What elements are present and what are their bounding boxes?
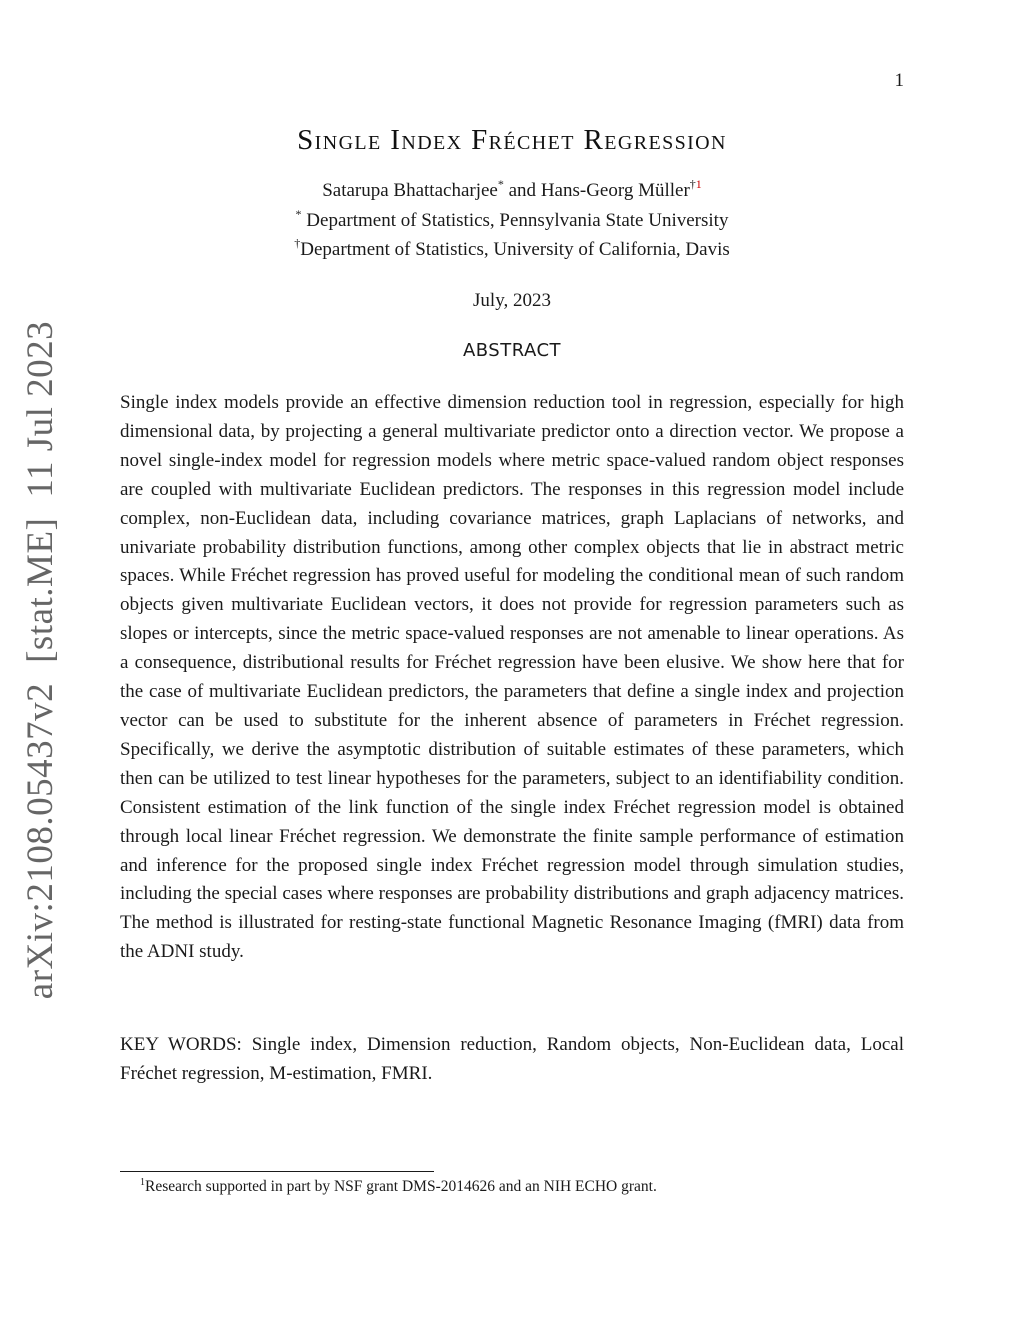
author-second: Hans-Georg Müller xyxy=(540,180,690,201)
paper-title: Single Index Fréchet Regression xyxy=(297,124,727,156)
author-first: Satarupa Bhattacharjee xyxy=(322,180,498,201)
affiliation-penn-state xyxy=(0,207,1024,232)
footnote xyxy=(140,1178,900,1196)
affiliation-text: Department of Statistics, University of California, Davis xyxy=(300,239,730,260)
footnote-mark: 1 xyxy=(140,1177,145,1188)
publication-date: July, 2023 xyxy=(473,290,551,311)
affiliation-mark: * xyxy=(295,207,302,221)
author-line xyxy=(0,177,1024,202)
arxiv-stamp[interactable] xyxy=(12,320,68,1000)
keywords-label: KEY WORDS: xyxy=(120,1034,252,1055)
footnote-ref-link[interactable]: 1 xyxy=(695,177,702,191)
abstract-body: Single index models provide an effective dimension reduction tool in regression, especially for high dimensional data, by projecting a general multivariate predictor onto a direction vector. We propose a novel single-index model for regression models where metric space-valued random object responses are coupled with multivariate Euclidean predictors. The responses in this regression model include complex, non-Euclidean data, including covariance matrices, graph Laplacians of networks, and univariate probability distribution functions, among other complex objects that lie in abstract metric spaces. While Fréchet regression has proved useful for modeling the conditional mean of such random objects given multivariate Euclidean vectors, it does not provide for regression parameters such as slopes or intercepts, since the metric space-valued responses are not amenable to linear operations. As a consequence, distributional results for Fréchet regression have been elusive. We show here that for the case of multivariate Euclidean predictors, the parameters that define a single index and projection vector can be used to substitute for the inherent absence of parameters in Fréchet regression. Specifically, we derive the asymptotic distribution of suitable estimates of these parameters, which then can be utilized to test linear hypotheses for the parameters, subject to an identifiability condition. Consistent estimation of the link function of the single index Fréchet regression model is obtained through local linear Fréchet regression. We demonstrate the finite sample performance of estimation and inference for the proposed single index Fréchet regression model through simulation studies, including the special cases where responses are probability distributions and graph adjacency matrices. The method is illustrated for resting-state functional Magnetic Resonance Imaging (fMRI) data from the ADNI study. xyxy=(120,392,904,963)
arxiv-date: 11 Jul 2023 xyxy=(19,320,61,498)
author-first-mark: * xyxy=(497,177,504,191)
footnote-text: Research supported in part by NSF grant DMS-2014626 and an NIH ECHO grant. xyxy=(145,1178,657,1195)
author-joiner: and xyxy=(503,180,541,201)
affiliation-text: Department of Statistics, Pennsylvania State University xyxy=(301,210,729,231)
arxiv-id: arXiv:2108.05437v2 xyxy=(19,682,61,1000)
page-number: 1 xyxy=(894,70,904,91)
footnote-rule xyxy=(120,1171,434,1172)
affiliation-mark: † xyxy=(294,236,301,250)
abstract-heading: ABSTRACT xyxy=(462,340,562,361)
arxiv-category: [stat.ME] xyxy=(19,517,61,663)
affiliation-uc-davis xyxy=(0,236,1024,261)
keywords-text: Single index, Dimension reduction, Random objects, Non-Euclidean data, Local Fréchet regression, M-estimation, FMRI. xyxy=(120,1034,904,1084)
keywords-paragraph xyxy=(120,1030,904,1088)
author-second-mark: † xyxy=(689,177,696,191)
